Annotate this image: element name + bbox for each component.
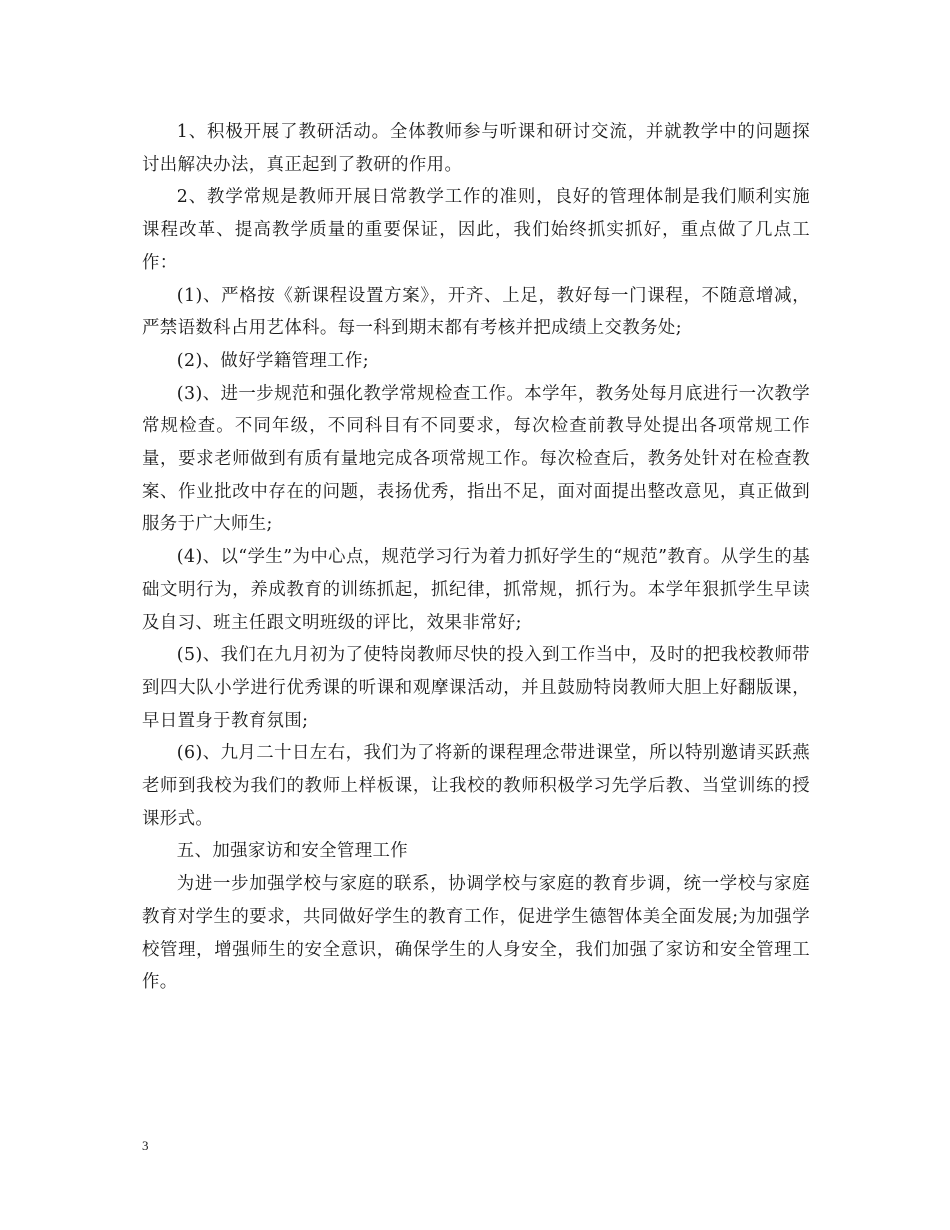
page-number: 3: [142, 1138, 149, 1153]
paragraph-item-1: (1)、严格按《新课程设置方案》，开齐、上足，教好每一门课程，不随意增减，严禁语数科占用艺体科。每一科到期末都有考核并把成绩上交教务处;: [142, 285, 810, 339]
paragraph-item-3: (3)、进一步规范和强化教学常规检查工作。本学年，教务处每月底进行一次教学常规检查。不同年级，不同科目有不同要求，每次检查前教导处提出各项常规工作量，要求老师做到有质有量地完成各项常规工作。每次检查后，教务处针对在检查教案、作业批改中存在的问题，表扬优秀，指出不足，面对面提出整改意见，真正做到服务于广大师生;: [142, 383, 810, 535]
document-body: [142, 116, 810, 999]
paragraph-teaching-routine: 2、教学常规是教师开展日常教学工作的准则，良好的管理体制是我们顺利实施课程改革、提高教学质量的重要保证，因此，我们始终抓实抓好，重点做了几点工作：: [142, 187, 810, 273]
paragraph-item-2: (2)、做好学籍管理工作;: [176, 350, 370, 371]
paragraph-item-5: (5)、我们在九月初为了使特岗教师尽快的投入到工作当中，及时的把我校教师带到四大队小学进行优秀课的听课和观摩课活动，并且鼓励特岗教师大胆上好翻版课，早日置身于教育氛围;: [142, 645, 810, 731]
paragraph-item-6: (6)、九月二十日左右，我们为了将新的课程理念带进课堂，所以特别邀请买跃燕老师到我校为我们的教师上样板课，让我校的教师积极学习先学后教、当堂训练的授课形式。: [142, 743, 810, 829]
section-heading-home-visits-safety: 五、加强家访和安全管理工作: [176, 841, 409, 862]
paragraph-home-visits-safety: 为进一步加强学校与家庭的联系，协调学校与家庭的教育步调，统一学校与家庭教育对学生的要求，共同做好学生的教育工作，促进学生德智体美全面发展;为加强学校管理，增强师生的安全意识，确保学生的人身安全，我们加强了家访和安全管理工作。: [142, 874, 810, 993]
paragraph-teaching-research: 1、积极开展了教研活动。全体教师参与听课和研讨交流，并就教学中的问题探讨出解决办法，真正起到了教研的作用。: [142, 122, 810, 175]
paragraph-item-4: (4)、以“学生”为中心点，规范学习行为着力抓好学生的“规范”教育。从学生的基础文明行为，养成教育的训练抓起，抓纪律，抓常规，抓行为。本学年狠抓学生早读及自习、班主任跟文明班级的评比，效果非常好;: [142, 547, 810, 633]
